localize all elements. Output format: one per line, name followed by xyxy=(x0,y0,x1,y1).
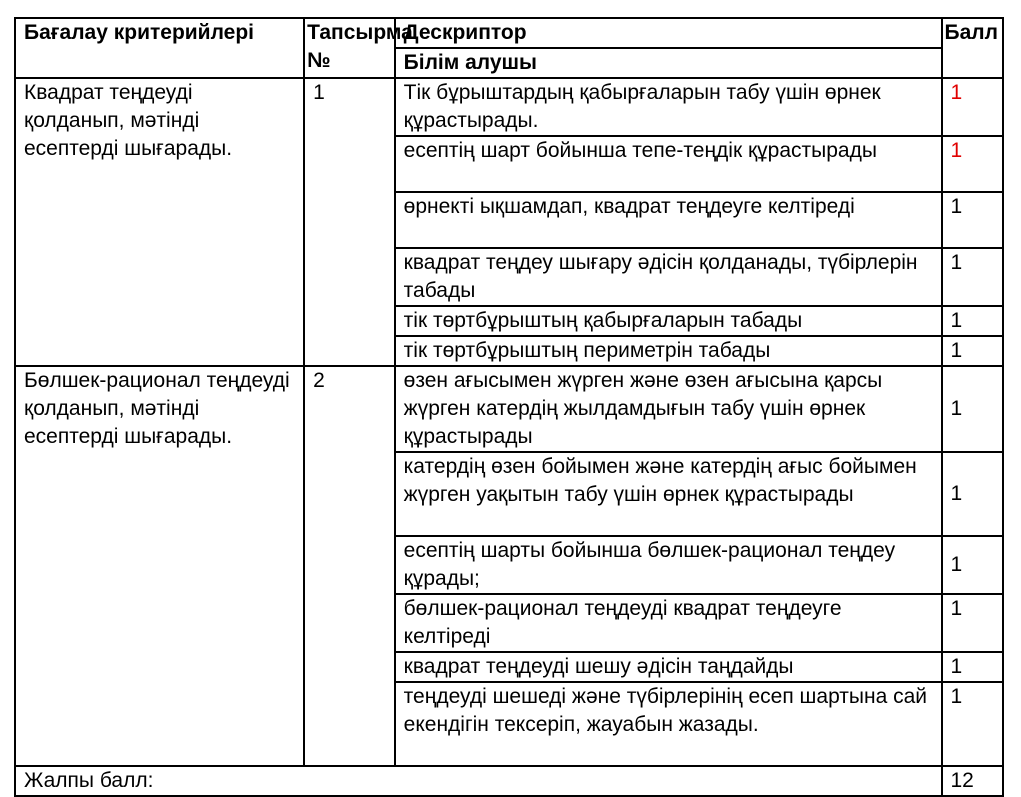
score-cell: 1 xyxy=(942,306,1004,336)
descriptor-cell: квадрат теңдеу шығару әдісін қолданады, түбірлерін табады xyxy=(395,248,942,306)
score-cell: 1 xyxy=(942,248,1004,306)
criteria-header: Бағалау критерийлері xyxy=(15,18,304,78)
score-cell: 1 xyxy=(942,136,1004,192)
task-number-header: Тапсырма № xyxy=(304,18,395,78)
score-cell: 1 xyxy=(942,192,1004,248)
total-score: 12 xyxy=(942,766,1004,796)
descriptor-cell: өзен ағысымен жүрген және өзен ағысына қарсы жүрген катердің жылдамдығын табу үшін өрнек құрастырады xyxy=(395,366,942,452)
score-cell: 1 xyxy=(942,452,1004,536)
table-row xyxy=(15,78,1003,136)
learner-subheader: Білім алушы xyxy=(395,48,942,78)
score-cell: 1 xyxy=(942,78,1004,136)
descriptor-cell: есептің шарт бойынша тепе-теңдік құрастырады xyxy=(395,136,942,192)
score-header: Балл xyxy=(942,18,1004,78)
score-cell: 1 xyxy=(942,536,1004,594)
descriptor-cell: тік төртбұрыштың периметрін табады xyxy=(395,336,942,366)
task-number-cell: 1 xyxy=(304,78,395,366)
assessment-rubric-table xyxy=(14,17,1004,797)
score-cell: 1 xyxy=(942,682,1004,766)
descriptor-cell: тік төртбұрыштың қабырғаларын табады xyxy=(395,306,942,336)
score-cell: 1 xyxy=(942,652,1004,682)
total-row xyxy=(15,766,1003,796)
score-cell: 1 xyxy=(942,336,1004,366)
descriptor-cell: Тік бұрыштардың қабырғаларын табу үшін өрнек құрастырады. xyxy=(395,78,942,136)
criterion-cell: Квадрат теңдеуді қолданып, мәтінді есептерді шығарады. xyxy=(15,78,304,366)
descriptor-cell: өрнекті ықшамдап, квадрат теңдеуге келтіреді xyxy=(395,192,942,248)
table-row xyxy=(15,366,1003,452)
total-label: Жалпы балл: xyxy=(15,766,942,796)
descriptor-cell: есептің шарты бойынша бөлшек-рационал теңдеу құрады; xyxy=(395,536,942,594)
descriptor-cell: катердің өзен бойымен және катердің ағыс бойымен жүрген уақытын табу үшін өрнек құрастырады xyxy=(395,452,942,536)
descriptor-header: Дескриптор xyxy=(395,18,942,48)
descriptor-cell: квадрат теңдеуді шешу әдісін таңдайды xyxy=(395,652,942,682)
task-number-cell: 2 xyxy=(304,366,395,766)
score-cell: 1 xyxy=(942,366,1004,452)
descriptor-cell: бөлшек-рационал теңдеуді квадрат теңдеуге келтіреді xyxy=(395,594,942,652)
criterion-cell: Бөлшек-рационал теңдеуді қолданып, мәтінді есептерді шығарады. xyxy=(15,366,304,766)
score-cell: 1 xyxy=(942,594,1004,652)
header-row xyxy=(15,18,1003,48)
descriptor-cell: теңдеуді шешеді және түбірлерінің есеп шартына сай екендігін тексеріп, жауабын жазады. xyxy=(395,682,942,766)
